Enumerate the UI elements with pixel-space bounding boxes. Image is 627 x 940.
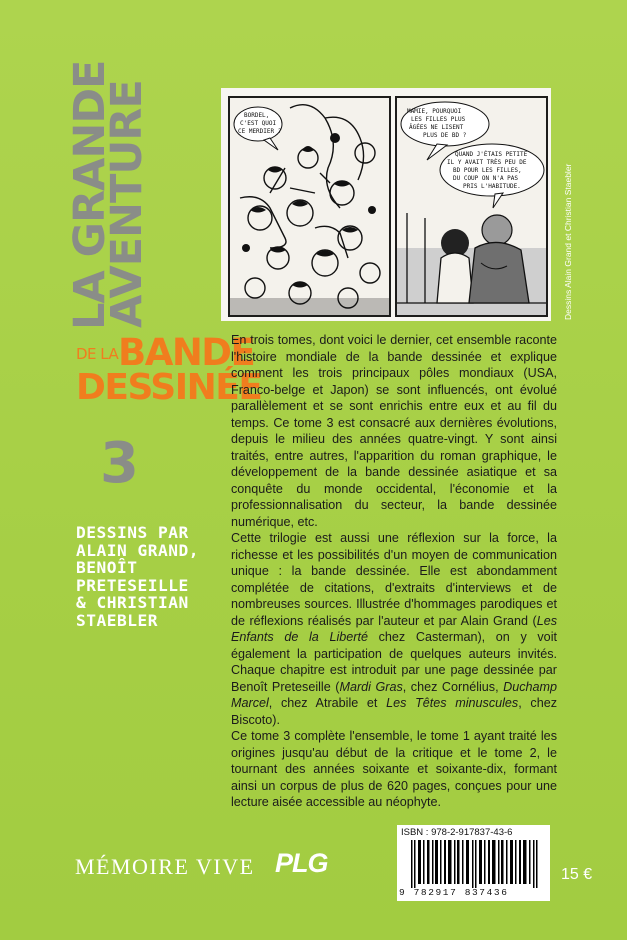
publisher-logo: PLG xyxy=(275,848,328,878)
title-line-la-grande: LA GRANDE xyxy=(65,60,115,330)
comic-illustration-crowd xyxy=(230,98,389,315)
bubble-right2-line: DU COUP ON N'A PAS xyxy=(453,175,519,182)
credits xyxy=(76,524,226,629)
bubble-left-line: C'EST QUOI xyxy=(240,120,277,127)
comic-panel-right xyxy=(395,96,548,317)
barcode-bars xyxy=(411,840,541,888)
credits-line: STAEBLER xyxy=(76,610,158,630)
bubble-right1-line: ÂGÉES NE LISENT xyxy=(409,124,464,131)
blurb-text: chez Casterman), on y voit également la participation de quelques auteurs invités. Chaque chapitre est introduit par une page dessinée par Benoît Preteseille ( xyxy=(231,630,557,694)
blurb-text: Cette trilogie est aussi une réflexion sur la force, la richesse et les possibilités d'un moyen de communication unique : la bande dessinée. Elle est abondamment complétée de citations, d'extraits d'interviews et de nombreuses sources. Illustrée d'hommages parodiques et de réflexions réalisés par l'auteur et par Alain Grand ( xyxy=(231,531,557,628)
credits-line: ALAIN GRAND, xyxy=(76,540,199,560)
book-title: Les Têtes minuscules xyxy=(386,696,519,710)
title-vertical xyxy=(65,60,152,330)
title-bande: BANDE xyxy=(118,331,255,374)
title-line-aventure: AVENTURE xyxy=(101,80,152,328)
title-dessinee: DESSINÉE xyxy=(76,367,262,408)
book-title: Les Enfants de la Liberté xyxy=(231,613,557,644)
barcode-block xyxy=(397,825,550,901)
back-cover-blurb xyxy=(231,332,557,811)
credits-line: & CHRISTIAN xyxy=(76,593,189,612)
blurb-paragraph-2 xyxy=(231,530,557,728)
bubble-right2-line: PRIS L'HABITUDE. xyxy=(463,183,521,190)
title-de-la: DE LA xyxy=(76,345,119,363)
blurb-paragraph-3: Ce tome 3 complète l'ensemble, le tome 1 ayant traité les origines jusqu'au début de la critique et le tome 2, le tournant des années soixante et soixante-dix, formant ainsi un corpus de plus de 620 pages, conçues pour une lecture aisée accessible au néophyte. xyxy=(231,729,557,809)
comic-panel-left xyxy=(228,96,391,317)
blurb-text: , chez Cornélius, xyxy=(402,679,504,694)
blurb-text: , chez Biscoto). xyxy=(231,696,558,727)
bubble-right1-line: MAMIE, POURQUOI xyxy=(407,108,462,115)
credits-line: BENOÎT xyxy=(76,558,138,577)
book-title: Duchamp Marcel xyxy=(231,679,558,710)
credits-line: PRETESEILLE xyxy=(76,575,189,595)
comic-illustration-grandmother xyxy=(397,98,546,315)
bubble-right2-line: IL Y AVAIT TRÈS PEU DE xyxy=(447,159,527,166)
panel-caption: Dessins Alain Grand et Christian Staebler xyxy=(563,163,573,320)
credits-line: DESSINS PAR xyxy=(76,523,189,542)
bubble-right1-line: LES FILLES PLUS xyxy=(411,116,466,123)
isbn-label: ISBN : 978-2-917837-43-6 xyxy=(401,827,513,838)
collection-name: MÉMOIRE VIVE xyxy=(75,854,255,879)
bubble-left-line: BORDEL, xyxy=(244,112,270,119)
blurb-text: , chez Atrabile et xyxy=(268,696,387,710)
barcode-digits: 9 782917 837436 xyxy=(399,887,509,898)
bubble-left-line: CE MERDIER ? xyxy=(238,128,282,135)
blurb-paragraph-1: En trois tomes, dont voici le dernier, cet ensemble raconte l'histoire mondiale de la bande dessinée et explique comment les trois principaux pôles mondiaux (USA, Franco-belge et Japon) se sont influencés, ont évolué parallèlement et se sont enrichis entre eux et au fil du temps. Ce tome 3 est consacré aux dernières évolutions, depuis le milieu des années quatre-vingt. Y sont ainsi traités, entre autres, l'apparition du roman graphique, le développement de la bande dessinée asiatique et sa conquête du monde occidental, l'économie et la professionnalisation du secteur, la bande dessinée numérique, etc. xyxy=(231,333,557,529)
bubble-right2-line: BD POUR LES FILLES, xyxy=(453,167,522,174)
price: 15 € xyxy=(561,866,593,883)
bubble-right2-line: QUAND J'ÉTAIS PETITE xyxy=(455,151,528,158)
volume-number: 3 xyxy=(100,431,139,496)
book-title: Mardi Gras xyxy=(339,679,403,694)
bubble-right1-line: PLUS DE BD ? xyxy=(423,132,467,139)
